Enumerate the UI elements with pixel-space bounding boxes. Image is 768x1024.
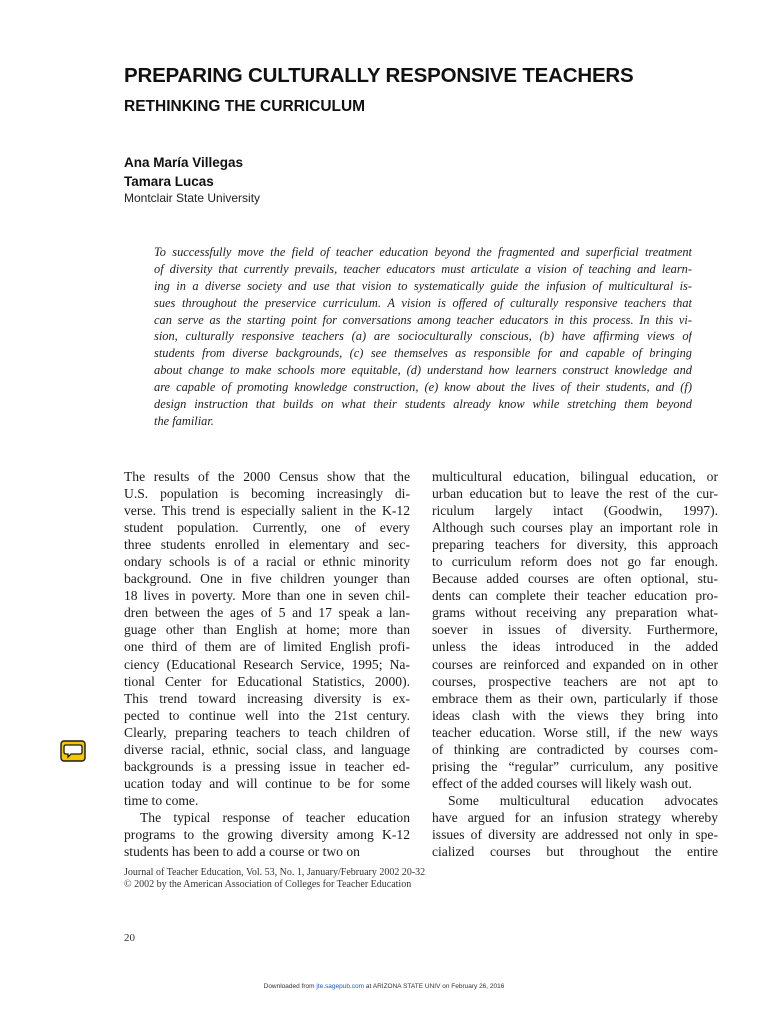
paper-title: PREPARING CULTURALLY RESPONSIVE TEACHERS [124, 64, 634, 87]
text-line: students has been to add a course or two on [124, 844, 360, 860]
text-line: prising the “regular” curriculum, any positive [432, 758, 718, 774]
text-line: students from diverse backgrounds, (c) see themselves as responsible for and capable of bringing [154, 346, 692, 361]
text-line: backgrounds is a pressing issue in teacher ed- [124, 758, 410, 774]
text-line: guage other than English at home; more than [124, 622, 410, 638]
text-line: ondary schools is of a racial or ethnic minority [124, 554, 410, 570]
author-affiliation: Montclair State University [124, 191, 261, 205]
text-line: Some multicultural education advocates [448, 792, 718, 808]
text-line: are capable of promoting knowledge construction, (e) know about the lives of their students, and (f) [154, 380, 692, 395]
journal-citation: Journal of Teacher Education, Vol. 53, No. 1, January/February 2002 20-32 [124, 867, 426, 878]
text-line: embrace them as their own, particularly if those [432, 690, 718, 706]
text-line: of thinking are contradicted by courses com- [432, 741, 718, 757]
download-suffix: at ARIZONA STATE UNIV on February 26, 2016 [364, 983, 505, 990]
abstract [154, 244, 692, 430]
text-line: ciency (Educational Research Service, 1995; Na- [124, 656, 410, 672]
text-line: ing in a diverse society and use that vision to systematically guide the infusion of multicultural is- [154, 278, 692, 293]
text-line: design instruction that builds on what their students already know while stretching them beyond [154, 397, 692, 412]
body-column-left [124, 468, 410, 860]
text-line: preparing teachers for diversity, this approach [432, 537, 718, 553]
text-line: soever in issues of diversity. Furthermore, [432, 622, 718, 638]
text-line: effect of the added courses will likely wash out. [432, 775, 692, 791]
text-line: dren between the ages of 5 and 17 speak a lan- [124, 605, 410, 621]
text-line: teacher education. Worse still, if the new ways [432, 724, 718, 740]
text-line: 18 lives in poverty. More than one in seven chil- [124, 588, 410, 604]
text-line: student population. Currently, one of every [124, 520, 410, 536]
download-prefix: Downloaded from [263, 983, 317, 990]
text-line: about change to make schools more equitable, (d) understand how learners construct knowledge and [154, 363, 692, 378]
text-line: multicultural education, bilingual education, or [432, 469, 718, 484]
text-line: tional Center for Educational Statistics, 2000). [124, 673, 410, 689]
text-line: This trend toward increasing diversity is ex- [124, 690, 410, 706]
text-line: urban education but to leave the rest of the cur- [432, 486, 718, 502]
text-line: ideas clash with the views they bring into [432, 707, 718, 723]
text-line: riculum largely intact (Goodwin, 1997). [432, 503, 718, 519]
text-line: unless the ideas introduced in the added [432, 639, 718, 655]
text-line: one third of them are of limited English profi- [124, 639, 410, 655]
speech-bubble-icon[interactable] [60, 740, 86, 762]
author-name: Ana María Villegas [124, 155, 244, 170]
text-line: three students enrolled in elementary and sec- [124, 537, 410, 553]
text-line: sues throughout the preservice curriculum. A vision is offered of culturally responsive teachers that [154, 295, 692, 310]
text-line: to curriculum reform does not go far enough. [432, 554, 718, 570]
text-line: To successfully move the field of teacher education beyond the fragmented and superficial treatment [154, 245, 692, 259]
paper-subtitle: RETHINKING THE CURRICULUM [124, 98, 366, 115]
text-line: have argued for an infusion strategy whereby [432, 809, 718, 825]
text-line: of diversity that currently prevails, teacher educators must articulate a vision of teaching and learn- [154, 261, 692, 276]
text-line: diverse racial, ethnic, social class, and language [124, 741, 410, 757]
text-line: sion, culturally responsive teachers (a) are socioculturally conscious, (b) have affirming views of [154, 329, 692, 344]
copyright-notice: © 2002 by the American Association of Colleges for Teacher Education [124, 878, 412, 890]
text-line: grams without receiving any preparation what- [432, 605, 718, 621]
text-line: The results of the 2000 Census show that the [124, 469, 410, 484]
text-line: courses, prospective teachers are not apt to [432, 673, 718, 689]
download-link[interactable]: jte.sagepub.com [316, 983, 365, 990]
text-line: programs to the growing diversity among K-12 [124, 826, 410, 842]
text-line: background. One in five children younger than [124, 571, 410, 587]
text-line: Because added courses are often optional, stu- [432, 571, 718, 587]
text-line: U.S. population is becoming increasingly di- [124, 486, 410, 502]
journal-footer [124, 867, 425, 890]
page-number: 20 [124, 932, 135, 944]
download-notice [0, 983, 768, 990]
body-column-right [432, 468, 718, 860]
author-name: Tamara Lucas [124, 174, 214, 189]
text-line: cialized courses but throughout the entire [432, 844, 718, 860]
text-line: Although such courses play an important role in [432, 520, 718, 536]
text-line: dents can complete their teacher education pro- [432, 588, 718, 604]
text-line: ucation today and will continue to be for some [124, 775, 410, 791]
text-line: can serve as the starting point for conversations among teacher educators in this process. In this vi- [154, 312, 692, 327]
text-line: issues of diversity are addressed not only in spe- [432, 826, 718, 842]
text-line: The typical response of teacher education [140, 809, 410, 825]
text-line: pected to continue well into the 21st century. [124, 707, 410, 723]
text-line: time to come. [124, 792, 199, 808]
text-line: Clearly, preparing teachers to teach children of [124, 724, 410, 740]
text-line: the familiar. [154, 413, 214, 428]
text-line: verse. This trend is especially salient in the K-12 [124, 503, 410, 519]
text-line: courses are reinforced and expanded on in other [432, 656, 718, 672]
